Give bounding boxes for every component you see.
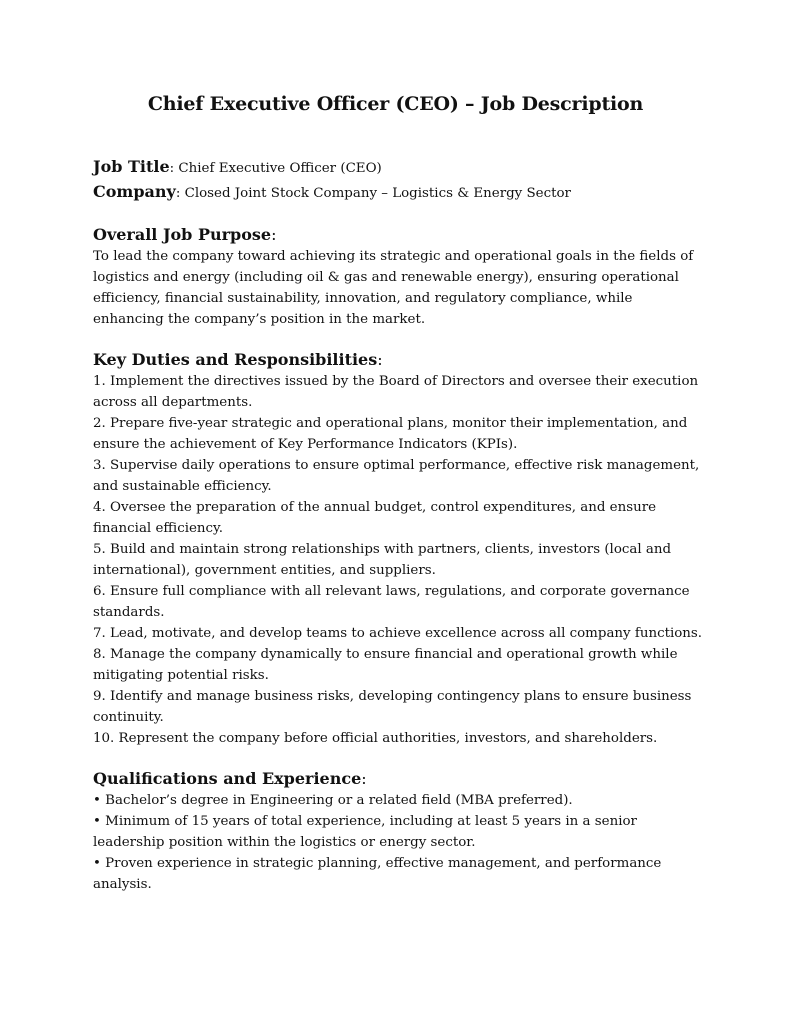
qualifications-heading: Qualifications and Experience: [93, 769, 367, 788]
list-item: 7. Lead, motivate, and develop teams to achieve excellence across all company functions. [93, 626, 703, 641]
company-value: : Closed Joint Stock Company – Logistics & Energy Sector [175, 186, 571, 201]
duties-section [93, 349, 703, 749]
company-label: Company [93, 182, 176, 201]
purpose-section [93, 224, 703, 330]
qualifications-section [93, 768, 703, 895]
job-title-line [93, 155, 703, 180]
document-title: Chief Executive Officer (CEO) – Job Description [147, 93, 644, 115]
duties-list [93, 371, 703, 749]
list-item: 5. Build and maintain strong relationships with partners, clients, investors (local and international), government entities, and suppliers. [93, 542, 672, 578]
purpose-text: To lead the company toward achieving its strategic and operational goals in the fields of logistics and energy (including oil & gas and renewable energy), ensuring operational efficiency, financial sustainability, innovation, and regulatory compliance, while enhancing the company’s position in the market. [93, 249, 694, 327]
list-item: 8. Manage the company dynamically to ensure financial and operational growth while mitigating potential risks. [93, 647, 678, 683]
qualifications-heading-text: Qualifications and Experience [93, 769, 362, 788]
list-item: 3. Supervise daily operations to ensure optimal performance, effective risk management, and sustainable efficiency. [93, 458, 700, 494]
list-item: 1. Implement the directives issued by the Board of Directors and oversee their execution across all departments. [93, 374, 699, 410]
purpose-heading: Overall Job Purpose: [93, 225, 277, 244]
list-item: 4. Oversee the preparation of the annual budget, control expenditures, and ensure financial efficiency. [93, 500, 657, 536]
list-item: • Proven experience in strategic planning, effective management, and performance analysis. [93, 856, 662, 892]
job-title-label: Job Title [93, 157, 170, 176]
purpose-heading-text: Overall Job Purpose [93, 225, 272, 244]
document-body [93, 155, 703, 895]
list-item: 6. Ensure full compliance with all relevant laws, regulations, and corporate governance standards. [93, 584, 690, 620]
list-item: • Bachelor’s degree in Engineering or a related field (MBA preferred). [93, 793, 573, 808]
job-title-value: : Chief Executive Officer (CEO) [169, 161, 382, 176]
duties-heading-text: Key Duties and Responsibilities [93, 350, 378, 369]
company-line [93, 180, 703, 205]
list-item: • Minimum of 15 years of total experience, including at least 5 years in a senior leadership position within the logistics or energy sector. [93, 814, 637, 850]
list-item: 9. Identify and manage business risks, developing contingency plans to ensure business continuity. [93, 689, 692, 725]
qualifications-list [93, 790, 703, 895]
list-item: 2. Prepare five-year strategic and operational plans, monitor their implementation, and ensure the achievement of Key Performance Indicators (KPIs). [93, 416, 688, 452]
list-item: 10. Represent the company before official authorities, investors, and shareholders. [93, 731, 658, 746]
duties-heading: Key Duties and Responsibilities: [93, 350, 383, 369]
